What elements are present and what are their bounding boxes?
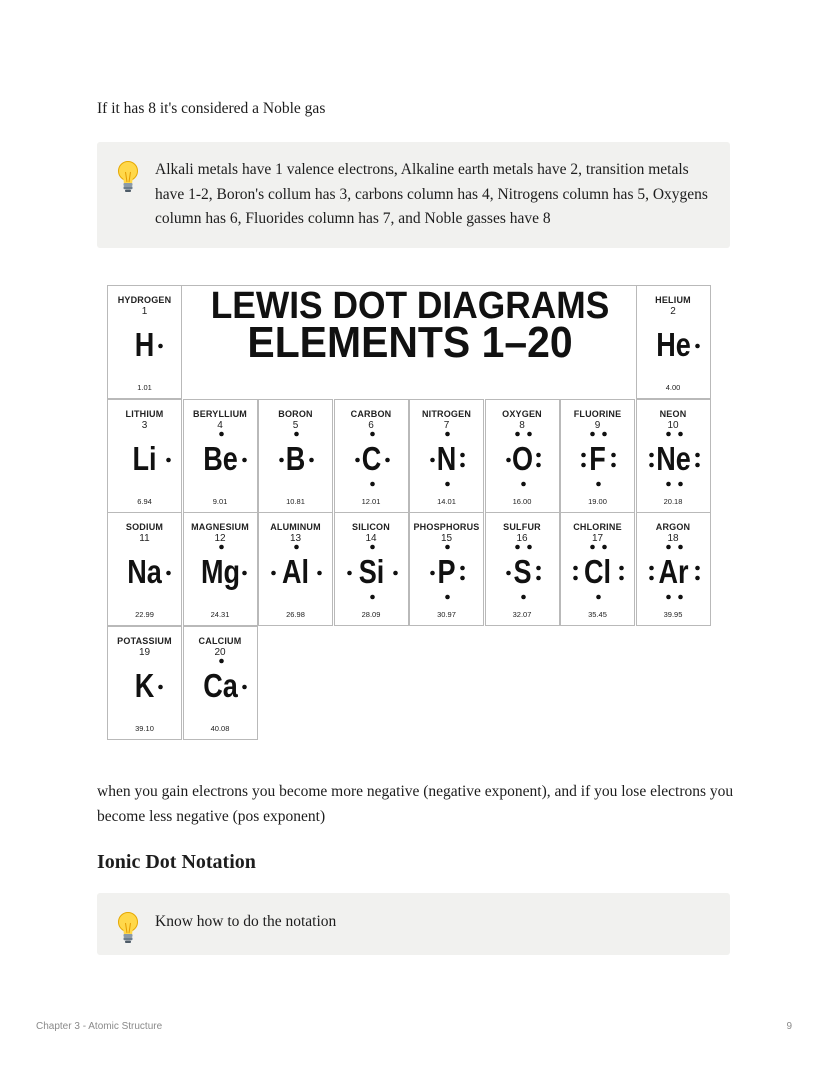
element-cell-sodium bbox=[107, 512, 182, 626]
element-cell-neon bbox=[636, 399, 711, 513]
atomic-number: 17 bbox=[591, 533, 604, 544]
atomic-mass: 14.01 bbox=[437, 496, 456, 506]
element-symbol: Mg bbox=[200, 553, 240, 590]
electron-dot bbox=[678, 481, 683, 486]
paragraph-electrons: when you gain electrons you become more negative (negative exponent), and if you lose electrons you become less negative (pos exponent) bbox=[97, 783, 734, 825]
element-name: OXYGEN bbox=[502, 408, 542, 419]
atomic-number: 5 bbox=[292, 419, 299, 431]
element-symbol: S bbox=[512, 553, 532, 590]
atomic-number: 18 bbox=[667, 533, 679, 544]
atomic-mass: 26.98 bbox=[286, 610, 305, 619]
electron-dot bbox=[219, 658, 224, 663]
element-symbol: B bbox=[285, 439, 306, 477]
callout-valence bbox=[97, 142, 730, 248]
electron-dot bbox=[596, 595, 601, 600]
atomic-number: 7 bbox=[443, 419, 450, 431]
atomic-mass: 28.09 bbox=[361, 610, 381, 619]
electron-dot bbox=[678, 545, 683, 550]
element-symbol: Na bbox=[127, 553, 162, 590]
element-cell-boron bbox=[258, 399, 333, 513]
electron-dot bbox=[602, 545, 607, 550]
element-name: SODIUM bbox=[125, 522, 164, 532]
chart-title-frame bbox=[182, 285, 637, 399]
element-symbol: K bbox=[134, 666, 155, 704]
atomic-mass: 22.99 bbox=[135, 610, 154, 619]
element-name: SILICON bbox=[352, 522, 390, 532]
electron-dot bbox=[590, 545, 595, 550]
electron-dot bbox=[294, 431, 299, 436]
element-symbol: Cl bbox=[583, 553, 612, 590]
element-cell-fluorine bbox=[560, 399, 635, 513]
electron-dot bbox=[527, 431, 532, 436]
electron-dot bbox=[602, 431, 607, 436]
atomic-number: 2 bbox=[670, 306, 676, 317]
element-cell-phosphorus bbox=[409, 512, 484, 626]
atomic-number: 14 bbox=[365, 533, 377, 544]
element-symbol: Al bbox=[281, 553, 310, 590]
element-cell-magnesium bbox=[183, 512, 258, 626]
callout-text: Know how to do the notation bbox=[155, 913, 337, 930]
atomic-number: 6 bbox=[368, 419, 374, 431]
electron-dot bbox=[666, 481, 671, 486]
chart-title-line1: LEWIS DOT DIAGRAMS bbox=[210, 285, 610, 327]
element-symbol: Be bbox=[202, 439, 238, 477]
element-symbol: Ne bbox=[655, 439, 691, 477]
element-name: CHLORINE bbox=[573, 522, 622, 532]
atomic-mass: 39.10 bbox=[135, 723, 154, 733]
section-heading: Ionic Dot Notation bbox=[97, 851, 256, 873]
electron-dot bbox=[678, 431, 683, 436]
atomic-number: 12 bbox=[214, 533, 226, 544]
element-name: SULFUR bbox=[503, 522, 541, 532]
element-name: POTASSIUM bbox=[117, 635, 172, 646]
element-cell-carbon bbox=[334, 399, 409, 513]
element-name: NITROGEN bbox=[421, 408, 472, 419]
electron-dot bbox=[515, 431, 520, 436]
electron-dot bbox=[590, 431, 595, 436]
element-name: HELIUM bbox=[655, 295, 691, 305]
electron-dot bbox=[294, 545, 299, 550]
element-name: ALUMINUM bbox=[270, 522, 321, 532]
atomic-mass: 19.00 bbox=[588, 496, 607, 506]
atomic-mass: 20.18 bbox=[663, 496, 683, 506]
footer-chapter: Chapter 3 - Atomic Structure bbox=[36, 1021, 163, 1032]
atomic-mass: 9.01 bbox=[212, 496, 228, 506]
atomic-mass: 16.00 bbox=[512, 496, 532, 506]
electron-dot bbox=[370, 431, 375, 436]
atomic-number: 1 bbox=[141, 306, 148, 317]
electron-dot bbox=[445, 431, 450, 436]
element-symbol: He bbox=[655, 326, 691, 363]
element-cell-calcium bbox=[183, 626, 258, 740]
electron-dot bbox=[219, 431, 224, 436]
atomic-number: 10 bbox=[667, 419, 679, 431]
electron-dot bbox=[445, 545, 450, 550]
electron-dot bbox=[521, 595, 526, 600]
element-cell-beryllium bbox=[183, 399, 258, 513]
element-cell-nitrogen bbox=[409, 399, 484, 513]
electron-dot bbox=[596, 481, 601, 486]
element-name: ARGON bbox=[655, 522, 691, 532]
atomic-mass: 6.94 bbox=[137, 496, 152, 506]
atomic-mass: 40.08 bbox=[210, 723, 230, 733]
element-name: BERYLLIUM bbox=[193, 408, 247, 419]
electron-dot bbox=[666, 431, 671, 436]
atomic-number: 15 bbox=[440, 533, 453, 544]
element-symbol: F bbox=[589, 439, 606, 477]
element-cell-argon bbox=[636, 512, 711, 626]
atomic-number: 4 bbox=[217, 419, 223, 431]
lightbulb-icon bbox=[115, 911, 141, 945]
atomic-number: 20 bbox=[214, 646, 226, 658]
electron-dot bbox=[666, 595, 671, 600]
electron-dot bbox=[666, 545, 671, 550]
element-name: HYDROGEN bbox=[117, 295, 172, 305]
element-symbol: P bbox=[437, 553, 456, 590]
lewis-dot-chart bbox=[107, 285, 713, 749]
callout-notation bbox=[97, 893, 730, 955]
electron-dot bbox=[370, 481, 375, 486]
lightbulb-icon bbox=[115, 160, 141, 194]
element-cell-silicon bbox=[334, 512, 409, 626]
element-symbol: Li bbox=[132, 439, 157, 477]
electron-dot bbox=[219, 545, 224, 550]
atomic-number: 8 bbox=[519, 419, 525, 431]
electron-dot bbox=[515, 545, 520, 550]
atomic-number: 3 bbox=[141, 419, 148, 431]
electron-dot bbox=[678, 595, 683, 600]
element-cell-potassium bbox=[107, 626, 182, 740]
electron-dot bbox=[370, 545, 375, 550]
element-cell-aluminum bbox=[258, 512, 333, 626]
element-name: LITHIUM bbox=[125, 408, 164, 419]
element-cell-oxygen bbox=[485, 399, 560, 513]
element-symbol: N bbox=[436, 439, 457, 477]
element-name: MAGNESIUM bbox=[191, 522, 249, 532]
element-symbol: Si bbox=[358, 553, 384, 590]
element-cell-lithium bbox=[107, 399, 182, 513]
element-name: BORON bbox=[278, 408, 313, 419]
atomic-mass: 35.45 bbox=[588, 610, 607, 619]
atomic-number: 16 bbox=[516, 533, 528, 544]
element-name: NEON bbox=[659, 408, 687, 419]
atomic-mass: 12.01 bbox=[361, 496, 381, 506]
electron-dot bbox=[445, 481, 450, 486]
chart-title-line2: ELEMENTS 1–20 bbox=[247, 318, 573, 367]
electron-dot bbox=[445, 595, 450, 600]
atomic-mass: 32.07 bbox=[512, 610, 532, 619]
atomic-mass: 4.00 bbox=[665, 383, 681, 392]
atomic-number: 13 bbox=[289, 533, 302, 544]
atomic-mass: 30.97 bbox=[437, 610, 456, 619]
element-name: FLUORINE bbox=[573, 408, 622, 419]
electron-dot bbox=[521, 481, 526, 486]
element-name: PHOSPHORUS bbox=[413, 522, 480, 532]
atomic-mass: 39.95 bbox=[663, 610, 683, 619]
element-cell-helium bbox=[636, 285, 711, 399]
element-cell-chlorine bbox=[560, 512, 635, 626]
element-symbol: H bbox=[134, 326, 155, 363]
element-name: CALCIUM bbox=[198, 635, 242, 646]
atomic-mass: 24.31 bbox=[210, 610, 230, 619]
electron-dot bbox=[527, 545, 532, 550]
element-cell-hydrogen bbox=[107, 285, 182, 399]
electron-dot bbox=[370, 595, 375, 600]
footer-page-number: 9 bbox=[786, 1021, 792, 1032]
atomic-number: 19 bbox=[138, 646, 151, 658]
atomic-number: 9 bbox=[594, 419, 601, 431]
element-name: CARBON bbox=[350, 408, 392, 419]
atomic-number: 11 bbox=[139, 533, 150, 544]
intro-text: If it has 8 it's considered a Noble gas bbox=[97, 100, 326, 117]
atomic-mass: 1.01 bbox=[137, 383, 152, 392]
element-symbol: C bbox=[361, 439, 381, 477]
callout-text: Alkali metals have 1 valence electrons, Alkaline earth metals have 2, transition metals have 1-2, Boron's collum has 3, carbons column has 4, Nitrogens column has 5, Oxygens column has 6, Fluorides column has 7, and Noble gasses have 8 bbox=[155, 161, 708, 227]
element-cell-sulfur bbox=[485, 512, 560, 626]
atomic-mass: 10.81 bbox=[286, 496, 305, 506]
element-symbol: O bbox=[511, 439, 533, 477]
element-symbol: Ca bbox=[202, 666, 238, 704]
element-symbol: Ar bbox=[657, 553, 689, 590]
